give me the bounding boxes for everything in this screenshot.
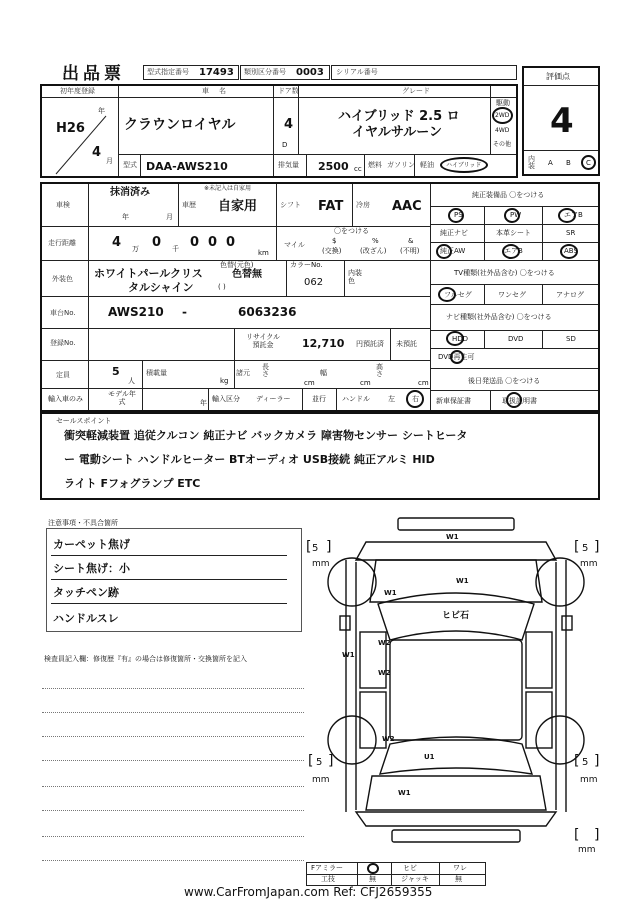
inspector-line	[42, 810, 304, 811]
damage-mark: W1	[456, 577, 469, 585]
navi-dvd: DVD	[508, 335, 524, 343]
tire-rr-depth: 5	[582, 757, 589, 768]
equip-ps: PS	[454, 211, 463, 219]
score-value: 4	[550, 101, 574, 141]
legend-circle	[367, 863, 379, 874]
damage-mark: ヒビ石	[442, 611, 470, 621]
note-item-2: シート焦げ：小	[53, 562, 130, 575]
navi-sd: SD	[566, 335, 576, 343]
equip-abs-circle	[560, 244, 578, 259]
damage-mark: W2	[378, 669, 391, 677]
grade-line1: ハイブリッド 2.5 ロ	[338, 109, 460, 124]
tire-fl-depth: 5	[312, 543, 319, 554]
color-change: 色替無	[232, 269, 262, 280]
note-item-3: タッチペン跡	[53, 586, 119, 599]
equip-pw: PW	[510, 211, 522, 219]
handle-right-circle	[406, 390, 424, 408]
inspector-line	[42, 760, 304, 761]
capacity: 5	[112, 365, 120, 378]
bracket-fr-r: ]	[594, 539, 600, 555]
chassis-number: 6063236	[238, 305, 297, 319]
equip-airbag-passenger: エアB	[504, 247, 523, 255]
notes-box	[46, 528, 302, 632]
bracket-fl-r: ]	[326, 539, 332, 555]
page-title: 出品票	[62, 64, 125, 84]
inspector-line	[42, 712, 304, 713]
tv-fullseg: フルセグ	[444, 291, 472, 299]
exterior-color-line1: ホワイトパールクリス	[94, 267, 203, 280]
inspector-line	[42, 688, 304, 689]
bracket-rr-r: ]	[594, 753, 600, 769]
after-manual: 取扱説明書	[502, 397, 537, 405]
car-name: クラウンロイヤル	[124, 117, 236, 133]
chassis-model: AWS210	[108, 305, 164, 319]
dvd-play-circle	[450, 350, 464, 364]
mileage-digit-5: 0	[226, 235, 236, 250]
tv-title: TV種類(社外品含む) 〇をつける	[454, 269, 555, 277]
tv-fullseg-circle	[438, 287, 456, 302]
sales-line-1: 衝突軽減装置 追従クルコン 純正ナビ バックカメラ 障害物センサー シートヒータ	[64, 429, 468, 442]
details-section: 車検 抹消済み 年 月 車歴 ※未記入は自家用 自家用 シフト FAT 冷房 AAC 走行距離 4 万 0 千 0 0 0 km マイル 〇をつける $ (交換) % (改ざん) & (不明) 外装色 色替(元色) ホワイトパールクリス 色替無 タルシャイン ( ) カラーNo. 062 内装色 車台No. AWS210 - 6063236 登録No. リサイクル預託金 12,710 円預託済 未預託 定員 5 人 積載量 kg 諸元 長さ cm 幅 cm 高さ cm 輸入車のみ モデル年式 年 輸入区分 ディーラー 並行 ハンドル 左 右 純正装備品 〇をつける PS PW エアB 純正ナビ 本革シート SR 純正AW エアB ABS TV種類(社外品含む) 〇をつける フルセグ ワンセグ アナログ ナビ種類(社外品含む) 〇をつける HDD DVD SD DVD再生可 後日発送品 〇をつける 新車保証書 取扱説明書	[40, 182, 600, 412]
damage-mark: W2	[382, 735, 395, 743]
note-item-4: ハンドルスレ	[53, 612, 119, 625]
fuel-hybrid-circle	[440, 157, 488, 173]
equip-leather: 本革シート	[496, 229, 531, 237]
mileage-digit-1: 4	[112, 235, 122, 250]
sales-line-3: ライト Fフォグランプ ETC	[64, 477, 201, 490]
score-box: 評価点 4 内装 A B C	[522, 66, 600, 176]
inspection-value: 抹消済み	[110, 187, 150, 198]
equip-sr: SR	[566, 229, 576, 237]
recycle-fee: 12,710	[302, 337, 345, 350]
class-number: 0003	[296, 67, 324, 78]
mileage-digit-4: 0	[208, 235, 218, 250]
color-number: 062	[304, 277, 324, 288]
interior-c-circle	[581, 155, 596, 170]
equip-navi: 純正ナビ	[440, 229, 468, 237]
inspector-line	[42, 736, 304, 737]
navi-title: ナビ種類(社外品含む) 〇をつける	[446, 313, 552, 321]
footer-watermark: www.CarFromJapan.com Ref: CFJ2659355	[184, 885, 433, 899]
drive-2wd-circle	[492, 107, 513, 124]
note-item-1: カーペット焦げ	[53, 538, 130, 551]
bracket-fr: [	[574, 539, 580, 555]
tire-fr-depth: 5	[582, 543, 589, 554]
displacement: 2500	[318, 160, 349, 173]
ac-value: AAC	[392, 199, 422, 214]
damage-mark: W1	[446, 533, 459, 541]
equip-aw-circle	[436, 244, 452, 259]
mileage-digit-3: 0	[190, 235, 200, 250]
inspector-line	[42, 786, 304, 787]
bracket-rr: [	[574, 753, 580, 769]
sales-points-section: セールスポイント 衝突軽減装置 追従クルコン 純正ナビ バックカメラ 障害物センサー シートヒータ ー 電動シート ハンドルヒーター BTオーディオ USB接続 純正アルミ HID ライト Fフォグランプ ETC	[40, 412, 600, 500]
equip-aw: 純正AW	[440, 247, 466, 255]
damage-mark: W1	[398, 789, 411, 797]
inspector-label: 検査員記入欄：修復歴『有』の場合は修復箇所・交換箇所を記入	[44, 655, 247, 663]
exterior-color-line2: タルシャイン	[128, 281, 194, 294]
tv-oneseg: ワンセグ	[498, 291, 526, 299]
equip-ps-circle	[448, 208, 464, 223]
inspector-line	[42, 836, 304, 837]
equip-abs: ABS	[564, 247, 578, 255]
type-number: 17493	[199, 67, 234, 78]
first-reg-month: 4	[92, 145, 102, 160]
notes-label: 注意事項・不具合箇所	[48, 519, 118, 527]
type-number-box: 型式指定番号 17493	[143, 65, 239, 80]
damage-mark: U1	[424, 753, 435, 761]
damage-mark: W1	[342, 651, 355, 659]
bracket-extra-r: ]	[594, 827, 600, 843]
car-damage-diagram	[306, 512, 606, 872]
tire-rl-depth: 5	[316, 757, 323, 768]
bracket-rl: [	[308, 753, 314, 769]
bracket-extra: [	[574, 827, 580, 843]
after-title: 後日発送品 〇をつける	[468, 377, 541, 385]
serial-number-box: シリアル番号	[331, 65, 517, 80]
inspector-line	[42, 860, 304, 861]
navi-hdd: HDD	[452, 335, 469, 343]
class-number-box: 類別区分番号 0003	[240, 65, 330, 80]
basic-info-section: 初年度登録 車名 ドア数 グレード H26 年 4 月 クラウンロイヤル 4 D ハイブリッド 2.5 ロ イヤルサルーン 駆動 2WD 4WD その他 型式 DAA-AWS210 排気量 2500 cc 燃料 ガソリン 軽油 ハイブリッド	[40, 84, 518, 178]
bracket-fl: [	[306, 539, 312, 555]
shift-value: FAT	[318, 199, 344, 214]
damage-mark: W1	[384, 589, 397, 597]
model-code: DAA-AWS210	[146, 160, 228, 173]
legend-box: Fアミラー ヒビ ワレ 工技 無 ジャッキ 無	[306, 862, 486, 886]
mileage-digit-2: 0	[152, 235, 162, 250]
bracket-rl-r: ]	[328, 753, 334, 769]
usage-history: 自家用	[218, 199, 258, 214]
equip-airbag2-circle	[502, 244, 520, 259]
damage-mark: W2	[378, 639, 391, 647]
first-reg-era: H26	[56, 121, 85, 136]
navi-hdd-circle	[446, 331, 464, 346]
grade-line2: イヤルサルーン	[352, 125, 442, 140]
equipment-title: 純正装備品 〇をつける	[472, 191, 545, 199]
equip-pw-circle	[504, 208, 520, 223]
tv-analog: アナログ	[556, 291, 584, 299]
door-count: 4	[284, 117, 294, 132]
year-slash	[42, 98, 118, 178]
equip-airbag-driver: エアB	[564, 211, 583, 219]
equip-airbag-circle	[558, 208, 576, 223]
sales-line-2: ー 電動シート ハンドルヒーター BTオーディオ USB接続 純正アルミ HID	[64, 453, 435, 466]
dvd-playable: DVD再生可	[438, 353, 475, 361]
after-warranty: 新車保証書	[436, 397, 471, 405]
after-manual-circle	[506, 392, 522, 408]
